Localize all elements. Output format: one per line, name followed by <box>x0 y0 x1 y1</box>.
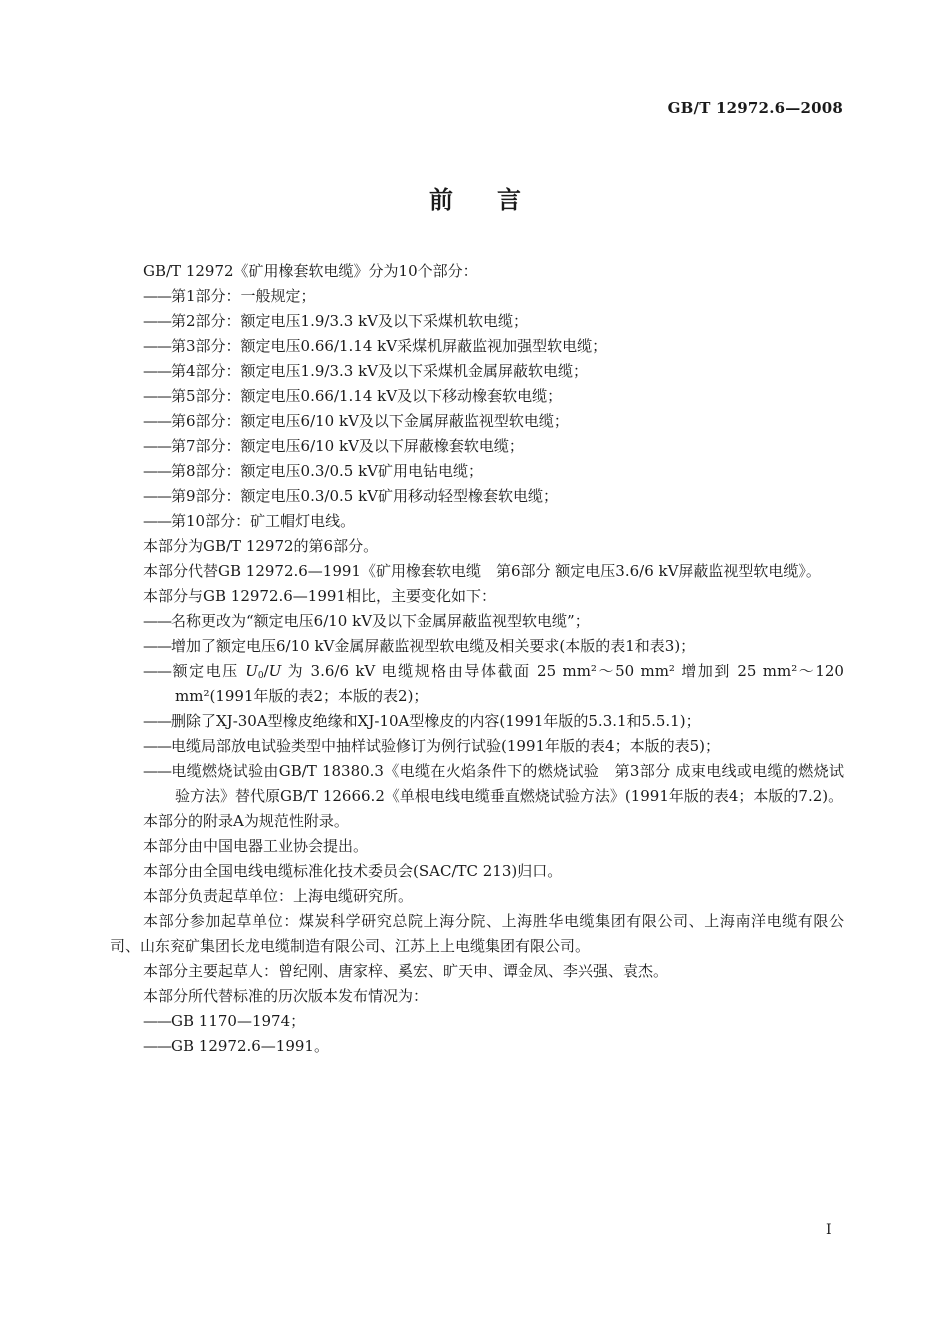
text: 本部分的附录A为规范性附录。 <box>143 812 349 830</box>
text: 第5部分：额定电压0.66/1.14 kV及以下移动橡套软电缆； <box>171 387 563 405</box>
text: 第8部分：额定电压0.3/0.5 kV矿用电钻电缆； <box>171 462 483 480</box>
dash-marker: —— <box>143 512 171 530</box>
list-item <box>110 634 844 659</box>
paragraph <box>110 559 844 584</box>
text: 电缆燃烧试验由GB/T 18380.3《电缆在火焰条件下的燃烧试验 第3部分 成束电线或电缆的燃烧试验方法》替代原GB/T 12666.2《单根电线电缆垂直燃烧试验方法》(1991年版的表4；本版的7.2)。 <box>171 762 844 805</box>
paragraph <box>110 534 844 559</box>
text: GB 12972.6—1991。 <box>171 1037 329 1055</box>
symbol-u: U <box>268 662 282 680</box>
list-item <box>110 309 844 334</box>
text: 本部分所代替标准的历次版本发布情况为： <box>143 987 429 1005</box>
text: 为 3.6/6 kV 电缆规格由导体截面 25 mm²～50 mm² 增加到 25 mm²～120 mm²(1991年版的表2；本版的表2)； <box>175 662 844 705</box>
text: 本部分为GB/T 12972的第6部分。 <box>143 537 379 555</box>
dash-marker: —— <box>143 487 171 505</box>
paragraph <box>110 584 844 609</box>
list-item <box>110 284 844 309</box>
page-number: I <box>826 1222 832 1238</box>
paragraph <box>110 259 844 284</box>
text: 第3部分：额定电压0.66/1.14 kV采煤机屏蔽监视加强型软电缆； <box>171 337 608 355</box>
dash-marker: —— <box>143 637 171 655</box>
text: 电缆局部放电试验类型中抽样试验修订为例行试验(1991年版的表4；本版的表5)； <box>171 737 720 755</box>
list-item <box>110 509 844 534</box>
list-item <box>110 709 844 734</box>
paragraph <box>110 859 844 884</box>
text: 第7部分：额定电压6/10 kV及以下屏蔽橡套软电缆； <box>171 437 524 455</box>
text: 第1部分：一般规定； <box>171 287 316 305</box>
text: GB/T 12972《矿用橡套软电缆》分为10个部分： <box>143 262 478 280</box>
list-item <box>110 434 844 459</box>
dash-marker: —— <box>143 437 171 455</box>
list-item <box>110 659 844 709</box>
text: GB 1170—1974； <box>171 1012 306 1030</box>
text: 删除了XJ-30A型橡皮绝缘和XJ-10A型橡皮的内容(1991年版的5.3.1和5.5.1)； <box>171 712 701 730</box>
paragraph <box>110 984 844 1009</box>
dash-marker: —— <box>143 612 171 630</box>
text: 第2部分：额定电压1.9/3.3 kV及以下采煤机软电缆； <box>171 312 528 330</box>
page-title: 前言 <box>429 185 565 214</box>
symbol-u0: U <box>245 662 258 680</box>
text: 本部分参加起草单位：煤炭科学研究总院上海分院、上海胜华电缆集团有限公司、上海南洋电缆有限公司、山东兖矿集团长龙电缆制造有限公司、江苏上上电缆集团有限公司。 <box>110 912 844 955</box>
dash-marker: —— <box>143 1037 171 1055</box>
dash-marker: —— <box>143 287 171 305</box>
text: 额定电压 <box>171 662 246 680</box>
list-item <box>110 359 844 384</box>
paragraph <box>110 959 844 984</box>
text: 第9部分：额定电压0.3/0.5 kV矿用移动轻型橡套软电缆； <box>171 487 558 505</box>
text: 第6部分：额定电压6/10 kV及以下金属屏蔽监视型软电缆； <box>171 412 569 430</box>
dash-marker: —— <box>143 362 171 380</box>
list-item <box>110 1009 844 1034</box>
list-item <box>110 734 844 759</box>
paragraph <box>110 834 844 859</box>
list-item <box>110 334 844 359</box>
dash-marker: —— <box>143 712 171 730</box>
subscript: 0 <box>257 671 264 681</box>
list-item <box>110 409 844 434</box>
dash-marker: —— <box>143 462 171 480</box>
dash-marker: —— <box>143 762 171 780</box>
text: 本部分负责起草单位：上海电缆研究所。 <box>143 887 414 905</box>
text: 本部分主要起草人：曾纪刚、唐家梓、奚宏、旷天申、谭金凤、李兴强、袁杰。 <box>143 962 669 980</box>
list-item <box>110 459 844 484</box>
text: 本部分代替GB 12972.6—1991《矿用橡套软电缆 第6部分 额定电压3.6/6 kV屏蔽监视型软电缆》。 <box>143 562 821 580</box>
list-item <box>110 384 844 409</box>
text: 本部分由全国电线电缆标准化技术委员会(SAC/TC 213)归口。 <box>143 862 563 880</box>
text: 名称更改为“额定电压6/10 kV及以下金属屏蔽监视型软电缆”； <box>171 612 590 630</box>
text: 本部分与GB 12972.6—1991相比，主要变化如下： <box>143 587 496 605</box>
document-body <box>110 259 844 1059</box>
dash-marker: —— <box>143 337 171 355</box>
text: 第4部分：额定电压1.9/3.3 kV及以下采煤机金属屏蔽软电缆； <box>171 362 588 380</box>
list-item <box>110 1034 844 1059</box>
list-item <box>110 484 844 509</box>
dash-marker: —— <box>143 412 171 430</box>
standard-code-header: GB/T 12972.6—2008 <box>667 99 843 117</box>
paragraph <box>110 909 844 959</box>
text: 本部分由中国电器工业协会提出。 <box>143 837 369 855</box>
text: 增加了额定电压6/10 kV金属屏蔽监视型软电缆及相关要求(本版的表1和表3)； <box>171 637 696 655</box>
paragraph <box>110 884 844 909</box>
text: 第10部分：矿工帽灯电线。 <box>171 512 356 530</box>
list-item <box>110 609 844 634</box>
dash-marker: —— <box>143 662 171 680</box>
dash-marker: —— <box>143 1012 171 1030</box>
dash-marker: —— <box>143 312 171 330</box>
paragraph <box>110 809 844 834</box>
text: / <box>263 662 269 680</box>
dash-marker: —— <box>143 387 171 405</box>
dash-marker: —— <box>143 737 171 755</box>
list-item <box>110 759 844 809</box>
